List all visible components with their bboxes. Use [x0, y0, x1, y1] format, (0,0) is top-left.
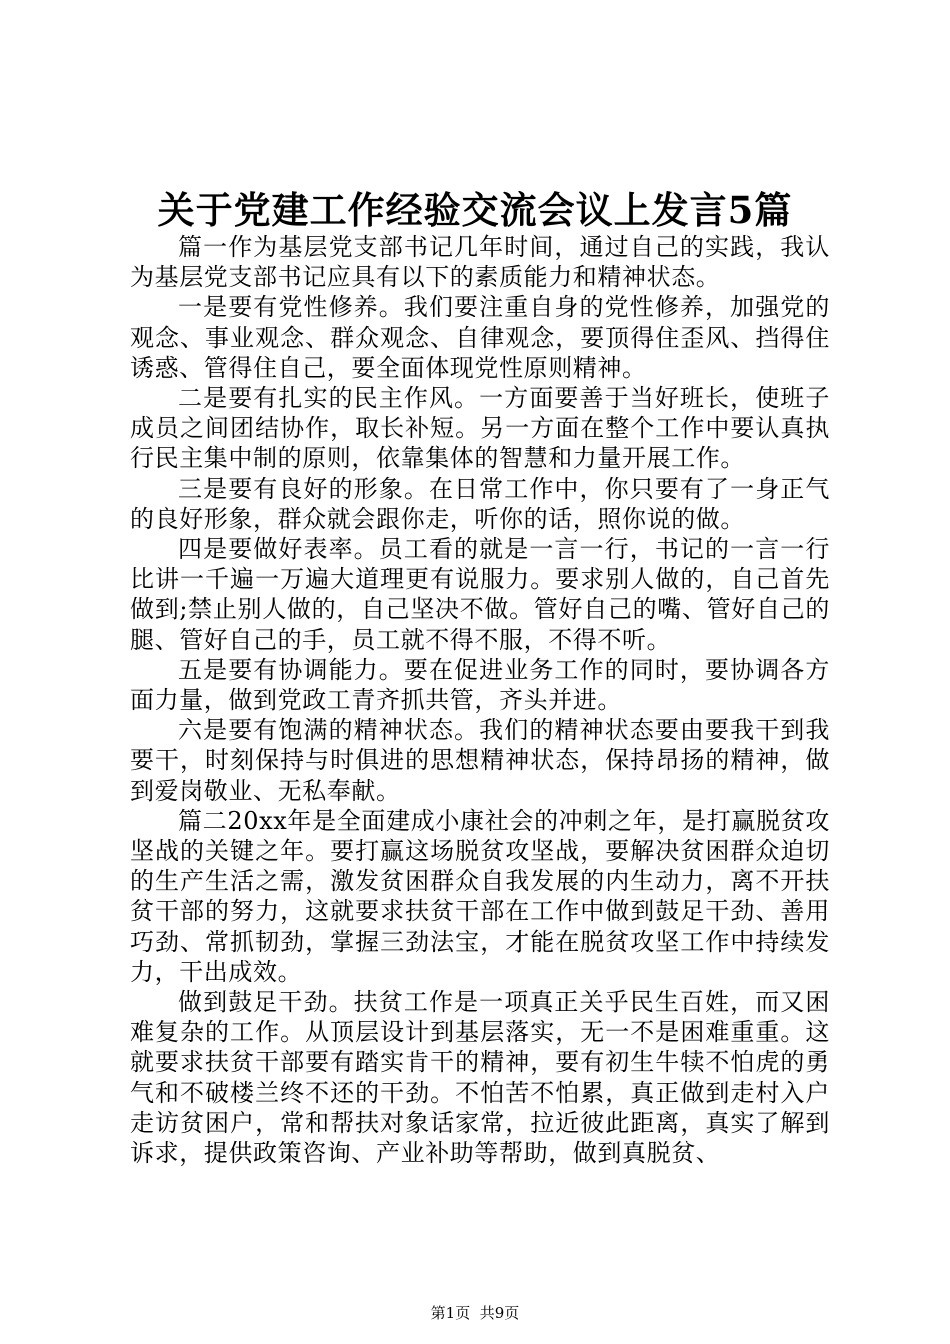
paragraph: 四是要做好表率。员工看的就是一言一行，书记的一言一行比讲一千遍一万遍大道理更有说服力。要求别人做的，自己首先做到;禁止别人做的，自己坚决不做。管好自己的嘴、管好自己的腿、管好自己的手，员工就不得不服，不得不听。 [130, 535, 830, 654]
page-footer [0, 1303, 950, 1323]
paragraph: 三是要有良好的形象。在日常工作中，你只要有了一身正气的良好形象，群众就会跟你走，听你的话，照你说的做。 [130, 474, 830, 533]
footer-separator [470, 1304, 480, 1322]
paragraph: 做到鼓足干劲。扶贫工作是一项真正关乎民生百姓，而又困难复杂的工作。从顶层设计到基层落实，无一不是困难重重。这就要求扶贫干部要有踏实肯干的精神，要有初生牛犊不怕虎的勇气和不破楼兰终不还的干劲。不怕苦不怕累，真正做到走村入户走访贫困户，常和帮扶对象话家常，拉近彼此距离，真实了解到诉求，提供政策咨询、产业补助等帮助，做到真脱贫、 [130, 988, 830, 1168]
paragraph: 篇二20xx年是全面建成小康社会的冲刺之年，是打赢脱贫攻坚战的关键之年。要打赢这场脱贫攻坚战，要解决贫困群众迫切的生产生活之需，激发贫困群众自我发展的内生动力，离不开扶贫干部的努力，这就要求扶贫干部在工作中做到鼓足干劲、善用巧劲、常抓韧劲，掌握三劲法宝，才能在脱贫攻坚工作中持续发力，干出成效。 [130, 806, 830, 986]
document-title: 关于党建工作经验交流会议上发言5篇 [157, 188, 793, 232]
total-pages: 共9页 [479, 1304, 520, 1322]
paragraph: 一是要有党性修养。我们要注重自身的党性修养，加强党的观念、事业观念、群众观念、自律观念，要顶得住歪风、挡得住诱惑、管得住自己，要全面体现党性原则精神。 [130, 293, 830, 382]
paragraph: 五是要有协调能力。要在促进业务工作的同时，要协调各方面力量，做到党政工青齐抓共管，齐头并进。 [130, 655, 830, 715]
page-number: 第1页 [430, 1304, 471, 1322]
paragraph: 六是要有饱满的精神状态。我们的精神状态要由要我干到我要干，时刻保持与时俱进的思想精神状态，保持昂扬的精神，做到爱岗敬业、无私奉献。 [130, 716, 830, 805]
paragraph: 篇一作为基层党支部书记几年时间，通过自己的实践，我认为基层党支部书记应具有以下的素质能力和精神状态。 [130, 233, 830, 292]
document-body [130, 232, 830, 1168]
paragraph: 二是要有扎实的民主作风。一方面要善于当好班长，使班子成员之间团结协作，取长补短。另一方面在整个工作中要认真执行民主集中制的原则，依靠集体的智慧和力量开展工作。 [130, 384, 830, 473]
